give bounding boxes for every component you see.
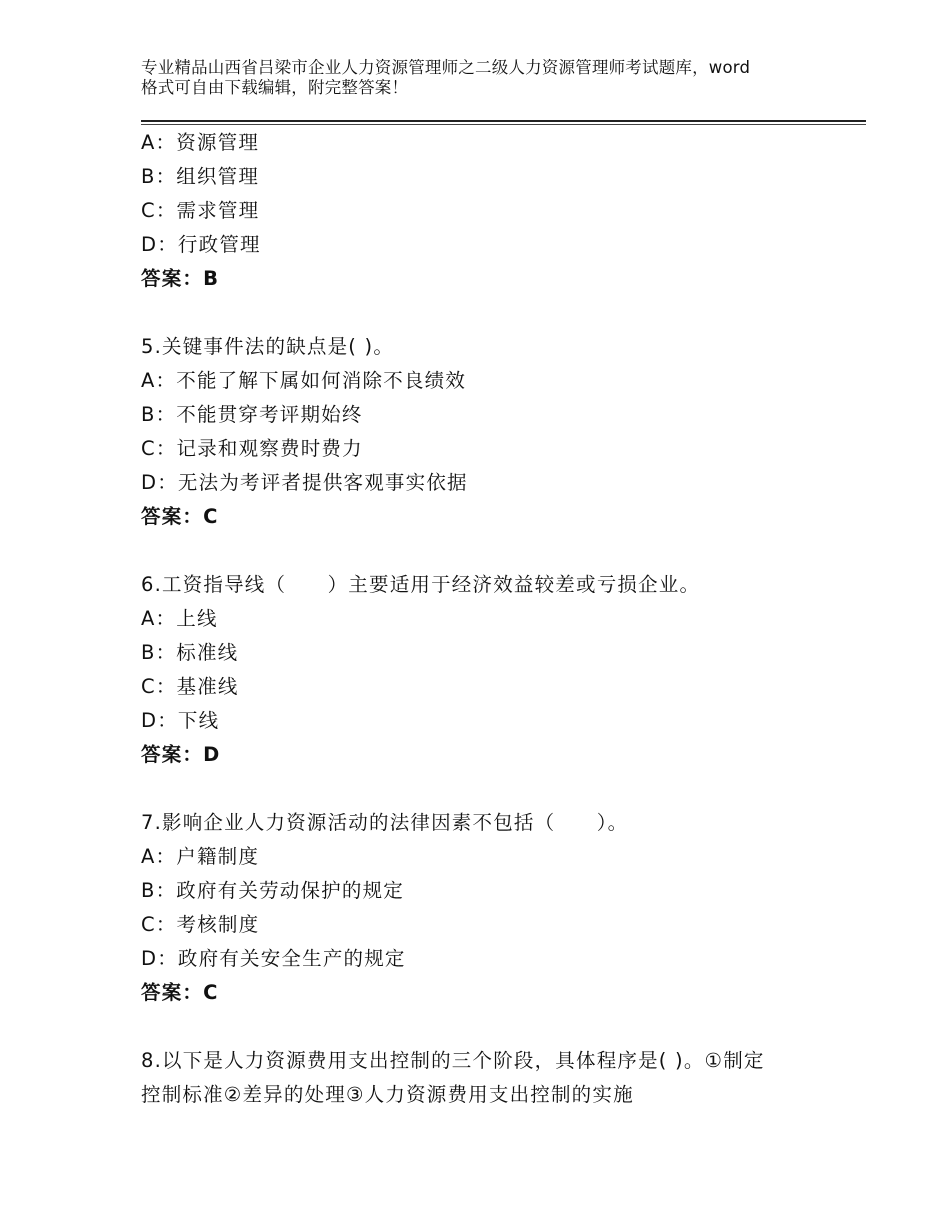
answer: 答案：C <box>141 981 219 1004</box>
question-stem: 6.工资指导线（ ）主要适用于经济效益较差或亏损企业。 <box>141 573 701 596</box>
question-6 <box>141 568 841 772</box>
option-a: A：不能了解下属如何消除不良绩效 <box>141 369 467 392</box>
header-rule-thick <box>141 120 866 122</box>
question-stem: 7.影响企业人力资源活动的法律因素不包括（ ）。 <box>141 811 629 834</box>
question-8 <box>141 1044 841 1112</box>
header-line-2: 格式可自由下载编辑，附完整答案！ <box>141 78 409 97</box>
question-stem: 5.关键事件法的缺点是( )。 <box>141 335 395 358</box>
header-line-1: 专业精品山西省吕梁市企业人力资源管理师之二级人力资源管理师考试题库，word <box>141 58 751 77</box>
answer: 答案：D <box>141 743 221 766</box>
header-rule-thin <box>141 124 866 125</box>
option-c: C：记录和观察费时费力 <box>141 437 363 460</box>
option-b: B：组织管理 <box>141 165 260 188</box>
question-5 <box>141 330 841 534</box>
option-d: D：行政管理 <box>141 233 261 256</box>
option-a: A：资源管理 <box>141 131 260 154</box>
option-c: C：基准线 <box>141 675 239 698</box>
spacer <box>141 296 841 330</box>
option-a: A：上线 <box>141 607 218 630</box>
option-d: D：政府有关安全生产的规定 <box>141 947 406 970</box>
question-7 <box>141 806 841 1010</box>
option-c: C：需求管理 <box>141 199 260 222</box>
spacer <box>141 1010 841 1044</box>
option-d: D：下线 <box>141 709 220 732</box>
question-4-tail <box>141 126 841 296</box>
option-b: B：不能贯穿考评期始终 <box>141 403 363 426</box>
answer: 答案：C <box>141 505 219 528</box>
option-a: A：户籍制度 <box>141 845 260 868</box>
option-b: B：标准线 <box>141 641 239 664</box>
spacer <box>141 772 841 806</box>
spacer <box>141 534 841 568</box>
option-c: C：考核制度 <box>141 913 260 936</box>
option-d: D：无法为考评者提供客观事实依据 <box>141 471 468 494</box>
question-list <box>141 126 841 1112</box>
answer: 答案：B <box>141 267 220 290</box>
question-stem-line-2: 控制标准②差异的处理③人力资源费用支出控制的实施 <box>141 1083 634 1106</box>
question-stem-line-1: 8.以下是人力资源费用支出控制的三个阶段，具体程序是( )。①制定 <box>141 1049 765 1072</box>
option-b: B：政府有关劳动保护的规定 <box>141 879 404 902</box>
document-header <box>141 58 831 98</box>
